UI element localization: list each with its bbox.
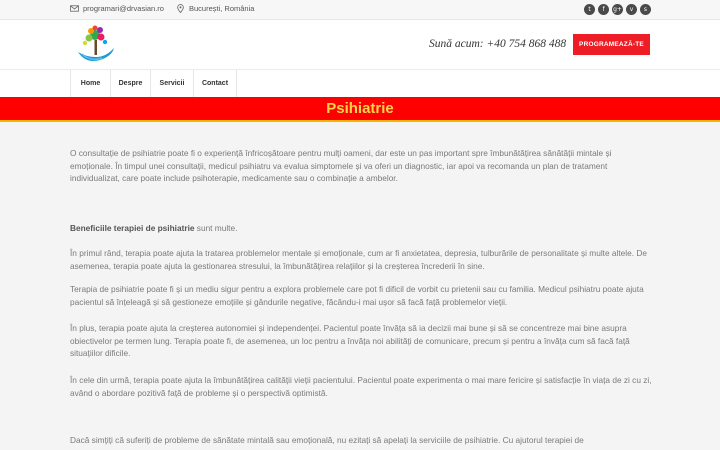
facebook-icon[interactable]: f <box>598 4 609 15</box>
nav-item-contact[interactable]: Contact <box>193 70 237 98</box>
google-plus-icon[interactable]: g+ <box>613 6 622 13</box>
twitter-icon[interactable]: t <box>584 4 595 15</box>
benefits-bold-text: Beneficiile terapiei de psihiatrie <box>70 223 195 233</box>
nav-item-despre[interactable]: Despre <box>110 70 150 98</box>
page-title: Psihiatrie <box>326 100 394 117</box>
vimeo-icon[interactable]: v <box>626 4 637 15</box>
location-text: București, România <box>188 4 255 13</box>
main-nav <box>0 69 720 97</box>
site-logo[interactable] <box>74 24 118 66</box>
paragraph-4: În cele din urmă, terapia poate ajuta la îmbunătățirea calității vieții pacientului. Pacientul poate experimenta o mai mare fericire și satisfacție în viața de zi cu zi, având o abordare pozitivă față de probleme și o perspectivă optimistă. <box>70 375 652 398</box>
book-appointment-button[interactable]: PROGRAMEAZĂ-TE <box>573 34 650 55</box>
envelope-icon <box>70 4 79 13</box>
social-links <box>584 4 651 15</box>
benefits-rest-text: sunt multe. <box>194 223 238 233</box>
paragraph-5: Dacă simțiți că suferiți de probleme de sănătate mintală sau emoțională, nu ezitați să apelați la serviciile de psihiatrie. Cu ajutorul terapiei de <box>70 435 584 445</box>
paragraph-3: În plus, terapia poate ajuta la creșterea autonomiei și independenței. Pacientul poate învăța să ia decizii mai bune și să se concentreze mai bine asupra obiectivelor pe termen lung. Terapia poate fi, de asemenea, un loc pentru a învăța noi abilități de comunicare, precum și pentru a învăța cum să facă față situațiilor dificile. <box>70 323 630 359</box>
phone-number[interactable]: Sună acum: +40 754 868 488 <box>429 38 567 50</box>
top-bar <box>0 0 720 20</box>
intro-paragraph: O consultație de psihiatrie poate fi o experiență înfricoșătoare pentru mulți oameni, dar este un pas important spre îmbunătățirea sănătății mintale și emoționale. În timpul unei consultații, medicul psihiatru va evalua simptomele și va oferi un diagnostic, iar apoi va recomanda un plan de tratament individualizat, care poate include psihoterapie, medicamente sau o combinație a ambelor. <box>70 148 612 184</box>
nav-item-servicii[interactable]: Servicii <box>150 70 193 98</box>
skype-icon[interactable]: s <box>640 4 651 15</box>
contact-info <box>70 4 254 13</box>
map-pin-icon <box>176 4 185 13</box>
email-link[interactable]: programari@drvasian.ro <box>83 4 164 13</box>
benefits-heading <box>70 222 652 235</box>
page-banner <box>0 97 720 122</box>
paragraph-2: Terapia de psihiatrie poate fi și un mediu sigur pentru a explora problemele care pot fi dificil de vorbit cu prietenii sau cu familia. Medicul psihiatru poate ajuta pacientul să înțeleagă și să gestioneze emoțiile și gândurile negative, făcându-i mai ușor să facă față problemelor vieții. <box>70 284 644 307</box>
paragraph-1: În primul rând, terapia poate ajuta la tratarea problemelor mentale și emoționale, cum ar fi anxietatea, depresia, tulburările de personalitate și multe altele. De asemenea, terapia poate ajuta la gestionarea stresului, la îmbunătățirea relațiilor și la creșterea încrederii în sine. <box>70 248 647 271</box>
site-header <box>0 20 720 69</box>
nav-item-home[interactable]: Home <box>70 70 110 98</box>
